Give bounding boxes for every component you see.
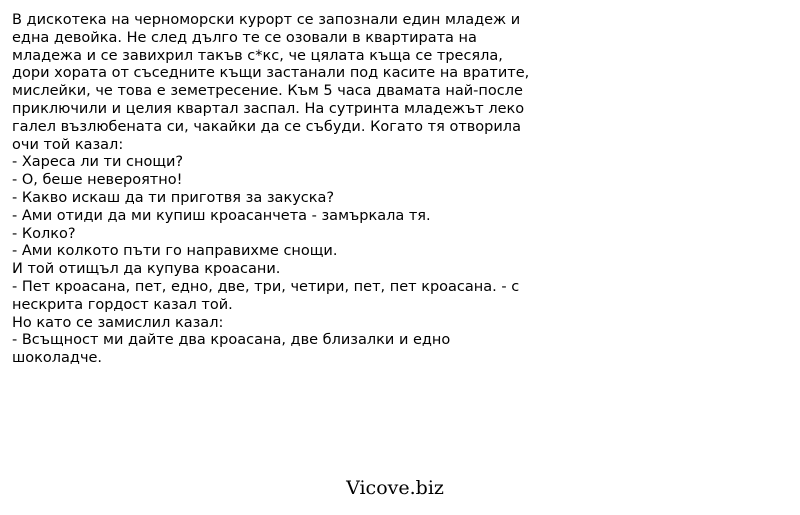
text-line: - О, беше невероятно! [12,172,183,189]
text-line: една девойка. Не след дълго те се озовали в квартирата на [12,29,477,46]
text-line: приключили и целия квартал заспал. На сутринта младежът леко [12,100,525,117]
text-line: Но като се замислил казал: [12,314,224,331]
text-line: - Хареса ли ти снощи? [12,154,184,171]
text-line: В дискотека на черноморски курорт се запознали един младеж и [12,12,521,28]
text-line: шоколадче. [12,350,103,367]
text-line: нескрита гордост казал той. [12,296,233,313]
text-line: галел възлюбената си, чакайки да се събуди. Когато тя отворила [12,118,521,135]
text-line: очи той казал: [12,136,124,153]
text-line: - Всъщност ми дайте два кроасана, две близалки и едно [12,332,451,349]
text-line: И той отищъл да купува кроасани. [12,261,281,278]
text-line: младежа и се завихрил такъв с*кс, че цялата къща се тресяла, [12,47,503,64]
text-line: - Колко? [12,225,76,242]
text-line: - Пет кроасана, пет, едно, две, три, четири, пет, пет кроасана. - с [12,278,520,295]
text-line: - Ами колкото пъти го направихме снощи. [12,243,338,260]
joke-text [12,12,582,368]
text-line: - Какво искаш да ти приготвя за закуска? [12,189,335,206]
text-line: дори хората от съседните къщи застанали под касите на вратите, [12,65,530,82]
text-line: мислейки, че това е земетресение. Към 5 часа двамата най-после [12,83,523,100]
text-line: - Ами отиди да ми купиш кроасанчета - замъркала тя. [12,207,431,224]
site-watermark: Vicove.biz [346,477,444,499]
